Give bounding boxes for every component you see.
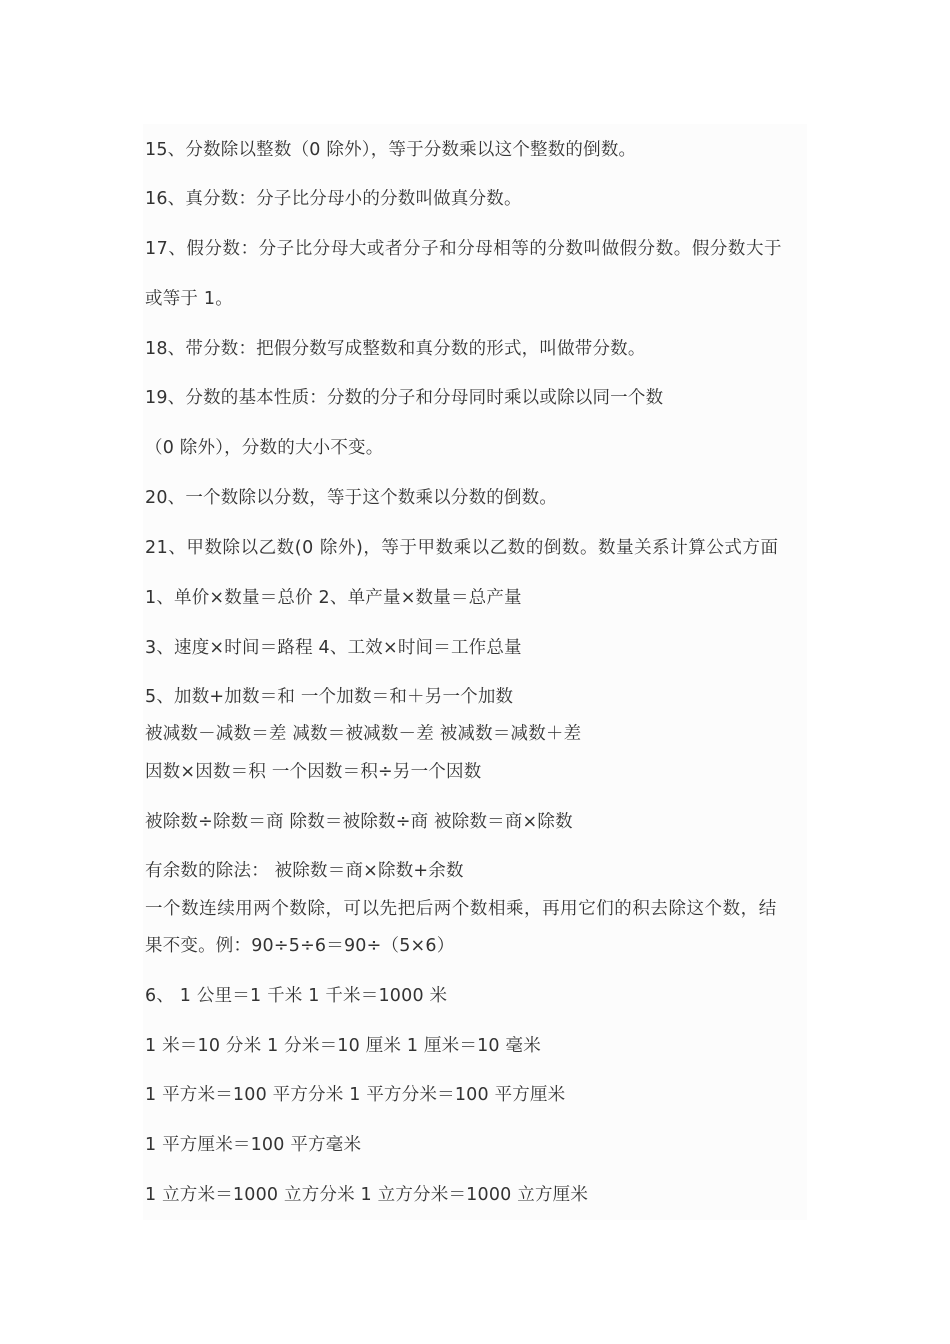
division-rule-line: 一个数连续用两个数除，可以先把后两个数相乘，再用它们的积去除这个数，结 <box>145 899 777 919</box>
unit-area-line-1: 1 平方米＝100 平方分米 1 平方分米＝100 平方厘米 <box>145 1085 566 1105</box>
text-line-19: 19、分数的基本性质：分数的分子和分母同时乘以或除以同一个数 <box>145 388 664 408</box>
text-line-16: 16、真分数：分子比分母小的分数叫做真分数。 <box>145 189 522 209</box>
formula-line-5: 5、加数+加数＝和 一个加数＝和＋另一个加数 <box>145 687 514 707</box>
text-line-15: 15、分数除以整数（0 除外），等于分数乘以这个整数的倒数。 <box>145 140 637 160</box>
text-line-17-cont: 或等于 1。 <box>145 289 233 309</box>
text-line-21: 21、甲数除以乙数(0 除外)，等于甲数乘以乙数的倒数。数量关系计算公式方面 <box>145 538 779 558</box>
text-line-18: 18、带分数：把假分数写成整数和真分数的形式，叫做带分数。 <box>145 339 646 359</box>
unit-length-line-1: 6、 1 公里＝1 千米 1 千米＝1000 米 <box>145 986 448 1006</box>
formula-multiplication: 因数×因数＝积 一个因数＝积÷另一个因数 <box>145 762 482 782</box>
formula-line-1: 1、单价×数量＝总价 2、单产量×数量＝总产量 <box>145 588 522 608</box>
text-line-17: 17、假分数：分子比分母大或者分子和分母相等的分数叫做假分数。假分数大于 <box>145 239 783 259</box>
unit-area-line-2: 1 平方厘米＝100 平方毫米 <box>145 1135 362 1155</box>
text-line-20: 20、一个数除以分数，等于这个数乘以分数的倒数。 <box>145 488 558 508</box>
formula-line-3: 3、速度×时间＝路程 4、工效×时间＝工作总量 <box>145 638 522 658</box>
formula-division: 被除数÷除数＝商 除数＝被除数÷商 被除数＝商×除数 <box>145 812 573 832</box>
unit-volume-line: 1 立方米＝1000 立方分米 1 立方分米＝1000 立方厘米 <box>145 1185 589 1205</box>
formula-subtraction: 被减数－减数＝差 减数＝被减数－差 被减数＝减数＋差 <box>145 724 582 744</box>
text-line-19-cont: （0 除外），分数的大小不变。 <box>145 438 384 458</box>
unit-length-line-2: 1 米＝10 分米 1 分米＝10 厘米 1 厘米＝10 毫米 <box>145 1036 541 1056</box>
division-rule-example: 果不变。例：90÷5÷6＝90÷（5×6） <box>145 936 455 956</box>
formula-remainder: 有余数的除法： 被除数＝商×除数+余数 <box>145 861 464 881</box>
